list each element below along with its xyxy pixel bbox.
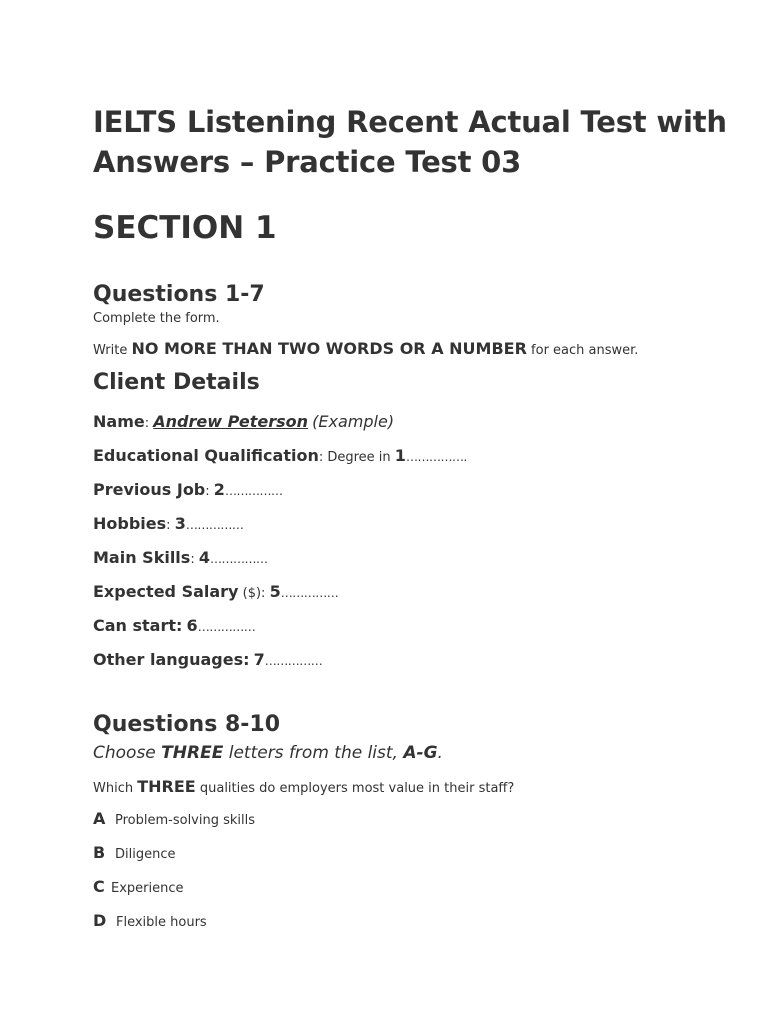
question-number: 3 (174, 514, 186, 533)
question-number: 2 (213, 480, 225, 499)
option-b (93, 836, 733, 870)
write-suffix: for each answer. (531, 343, 639, 358)
field-middle: : (190, 552, 195, 567)
option-c (93, 870, 733, 904)
option-letter: C (93, 877, 105, 896)
answer-blank: …………… (209, 552, 268, 566)
field-middle: : Degree in (318, 450, 391, 465)
answer-blank: …………… (280, 586, 339, 600)
question-number: 4 (198, 548, 210, 567)
example-label: Name (93, 412, 145, 431)
which-prefix: Which (93, 781, 134, 796)
write-prefix: Write (93, 343, 128, 358)
form-field-2 (93, 473, 733, 507)
instruction-text: Complete the form. (93, 311, 220, 326)
example-tag: (Example) (312, 412, 395, 431)
which-suffix: qualities do employers most value in their staff? (199, 781, 515, 796)
section-heading: SECTION 1 (93, 210, 277, 246)
field-label: Main Skills (93, 548, 191, 567)
example-separator: : (144, 416, 150, 431)
questions-8-10-heading: Questions 8-10 (93, 712, 281, 737)
word-limit-emphasis: NO MORE THAN TWO WORDS OR A NUMBER (131, 339, 527, 358)
choose-prefix: Choose (93, 743, 156, 763)
choose-instruction (93, 740, 733, 766)
option-text: Experience (111, 881, 184, 896)
title-line-1: IELTS Listening Recent Actual Test with (93, 105, 727, 139)
answer-blank: …………… (224, 484, 283, 498)
option-a (93, 802, 733, 836)
option-text: Flexible hours (116, 915, 207, 930)
field-label: Expected Salary (93, 582, 239, 601)
question-number: 7 (253, 650, 265, 669)
question-number: 5 (269, 582, 281, 601)
option-d (93, 904, 733, 938)
question-number: 6 (186, 616, 198, 635)
document-page (93, 102, 733, 938)
field-label: Can start: (93, 616, 183, 635)
questions-1-7-heading: Questions 1-7 (93, 282, 265, 307)
answer-blank: …………… (264, 654, 323, 668)
form-field-4 (93, 541, 733, 575)
word-limit-instruction (93, 340, 733, 360)
form-field-5 (93, 575, 733, 609)
answer-blank: ……………. (405, 450, 467, 464)
option-text: Problem-solving skills (115, 813, 256, 828)
form-heading: Client Details (93, 370, 260, 395)
choose-range: A-G (403, 743, 438, 763)
option-letter: A (93, 809, 106, 828)
form-field-7 (93, 643, 733, 677)
form-field-1 (93, 439, 733, 473)
choose-end: . (437, 743, 443, 763)
form-field-6 (93, 609, 733, 643)
option-letter: D (93, 911, 107, 930)
choose-middle: letters from the list, (228, 743, 398, 763)
option-letter: B (93, 843, 106, 862)
field-middle: ($): (238, 586, 266, 601)
field-label: Other languages: (93, 650, 250, 669)
example-answer: Andrew Peterson (153, 412, 309, 431)
form-field-3 (93, 507, 733, 541)
choose-emphasis: THREE (161, 743, 224, 763)
answer-blank: …………… (185, 518, 244, 532)
field-middle: : (166, 518, 171, 533)
answer-blank: …………… (197, 620, 256, 634)
question-number: 1 (394, 446, 406, 465)
field-label: Hobbies (93, 514, 167, 533)
field-label: Previous Job (93, 480, 206, 499)
title-line-2: Answers – Practice Test 03 (93, 145, 522, 179)
question-prompt (93, 776, 733, 800)
option-text: Diligence (115, 847, 176, 862)
field-middle: : (205, 484, 210, 499)
page-title (93, 102, 733, 182)
which-emphasis: THREE (137, 777, 196, 796)
example-field (93, 405, 733, 439)
field-label: Educational Qualification (93, 446, 319, 465)
